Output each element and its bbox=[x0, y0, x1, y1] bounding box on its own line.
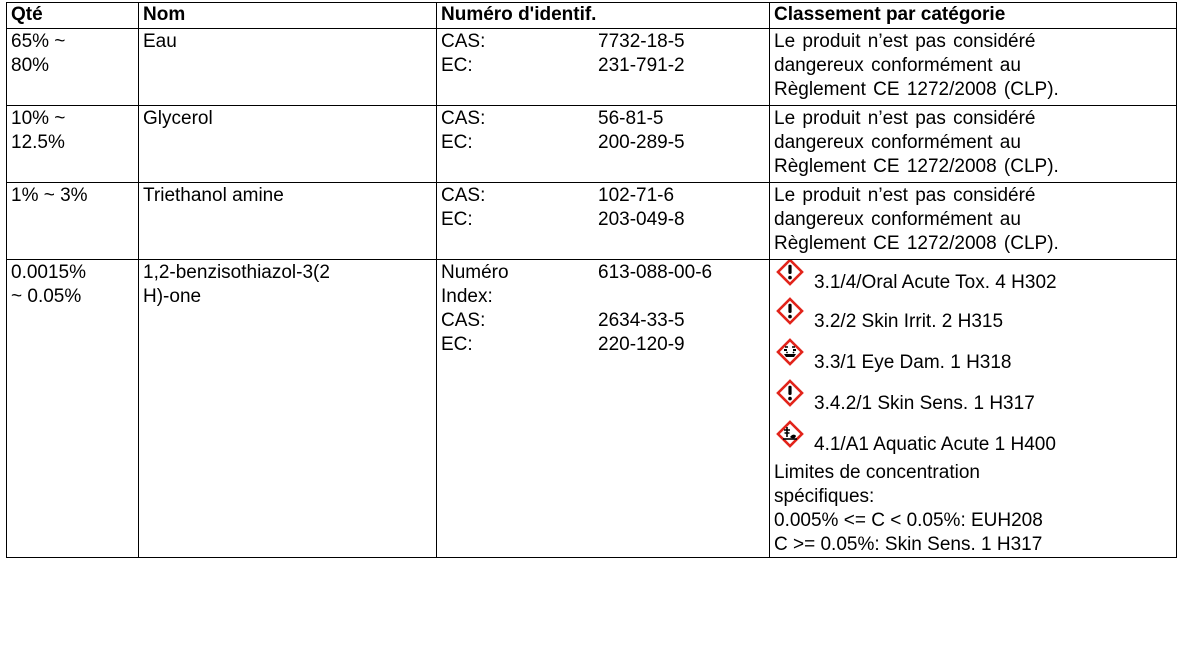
substance-name: Glycerol bbox=[143, 108, 213, 129]
qty-line: 10% ~ bbox=[11, 108, 66, 129]
qty-cell bbox=[7, 260, 139, 558]
qty-line: 80% bbox=[11, 55, 50, 76]
name-cell bbox=[139, 29, 437, 106]
table-row bbox=[7, 260, 1177, 558]
classification-line: dangereux conformément au bbox=[774, 132, 1021, 153]
hazard-list bbox=[774, 261, 1171, 461]
id-label: Numéro bbox=[441, 262, 509, 283]
qty-line: 65% ~ bbox=[11, 31, 66, 52]
concentration-line: C >= 0.05%: Skin Sens. 1 H317 bbox=[774, 534, 1043, 555]
classification-line: Règlement CE 1272/2008 (CLP). bbox=[774, 156, 1059, 177]
id-label: CAS: bbox=[441, 108, 486, 129]
table-row bbox=[7, 183, 1177, 260]
qty-line: 1% ~ 3% bbox=[11, 185, 88, 206]
id-label: EC: bbox=[441, 55, 473, 76]
hazard-code: 3.1/4/Oral Acute Tox. 4 H302 bbox=[814, 272, 1057, 293]
hazard-code: 3.3/1 Eye Dam. 1 H318 bbox=[814, 351, 1012, 373]
substance-name: 1,2-benzisothiazol-3(2 bbox=[143, 262, 330, 283]
hazard-code: 3.4.2/1 Skin Sens. 1 H317 bbox=[814, 392, 1035, 414]
id-label: CAS: bbox=[441, 310, 486, 331]
substance-name: H)-one bbox=[143, 286, 202, 307]
name-cell bbox=[139, 106, 437, 183]
concentration-limits bbox=[774, 461, 1171, 557]
id-value: 203-049-8 bbox=[598, 209, 685, 230]
id-value: 2634-33-5 bbox=[598, 310, 685, 331]
classification-line: Règlement CE 1272/2008 (CLP). bbox=[774, 233, 1059, 254]
qty-cell bbox=[7, 29, 139, 106]
classification-line: Le produit n’est pas considéré bbox=[774, 185, 1036, 206]
qty-cell bbox=[7, 183, 139, 260]
header-classification: Classement par catégorie bbox=[770, 3, 1177, 29]
id-value bbox=[598, 285, 764, 309]
table-row bbox=[7, 29, 1177, 106]
qty-cell bbox=[7, 106, 139, 183]
id-value: 7732-18-5 bbox=[598, 31, 685, 52]
ghs07-exclamation-icon bbox=[776, 379, 804, 407]
hazard-item bbox=[774, 297, 1171, 338]
id-value: 613-088-00-6 bbox=[598, 262, 713, 283]
ident-cell bbox=[437, 183, 770, 260]
classification-line: Règlement CE 1272/2008 (CLP). bbox=[774, 79, 1059, 100]
ident-cell bbox=[437, 29, 770, 106]
ghs05-corrosion-icon bbox=[776, 338, 804, 366]
header-row bbox=[7, 3, 1177, 29]
concentration-line: Limites de concentration bbox=[774, 462, 980, 483]
classification-line: dangereux conformément au bbox=[774, 209, 1021, 230]
id-label: EC: bbox=[441, 334, 473, 355]
ghs09-environment-icon bbox=[776, 420, 804, 448]
classification-cell bbox=[770, 106, 1177, 183]
concentration-line: spécifiques: bbox=[774, 486, 875, 507]
hazard-item bbox=[774, 420, 1171, 461]
hazard-item bbox=[774, 379, 1171, 420]
qty-line: 0.0015% bbox=[11, 262, 87, 283]
classification-line: dangereux conformément au bbox=[774, 55, 1021, 76]
id-label: EC: bbox=[441, 132, 473, 153]
id-value: 220-120-9 bbox=[598, 334, 685, 355]
ghs07-exclamation-icon bbox=[776, 297, 804, 325]
qty-line: 12.5% bbox=[11, 132, 65, 153]
classification-cell bbox=[770, 29, 1177, 106]
id-value: 200-289-5 bbox=[598, 132, 685, 153]
hazard-item bbox=[774, 261, 1171, 297]
qty-line: ~ 0.05% bbox=[11, 286, 82, 307]
concentration-line: 0.005% <= C < 0.05%: EUH208 bbox=[774, 510, 1043, 531]
ident-cell bbox=[437, 106, 770, 183]
header-qty: Qté bbox=[7, 3, 139, 29]
id-value: 231-791-2 bbox=[598, 55, 685, 76]
ghs07-exclamation-icon bbox=[776, 260, 804, 287]
hazard-code: 4.1/A1 Aquatic Acute 1 H400 bbox=[814, 433, 1056, 455]
id-label: EC: bbox=[441, 209, 473, 230]
classification-cell bbox=[770, 183, 1177, 260]
hazard-item bbox=[774, 338, 1171, 379]
header-name: Nom bbox=[139, 3, 437, 29]
table-row bbox=[7, 106, 1177, 183]
id-value: 102-71-6 bbox=[598, 185, 675, 206]
id-label: Index: bbox=[441, 286, 493, 307]
classification-line: Le produit n’est pas considéré bbox=[774, 31, 1036, 52]
id-label: CAS: bbox=[441, 31, 486, 52]
id-value: 56-81-5 bbox=[598, 108, 664, 129]
substance-name: Triethanol amine bbox=[143, 185, 284, 206]
name-cell bbox=[139, 183, 437, 260]
ident-cell bbox=[437, 260, 770, 558]
header-ident: Numéro d'identif. bbox=[437, 3, 770, 29]
composition-table bbox=[6, 2, 1177, 558]
name-cell bbox=[139, 260, 437, 558]
substance-name: Eau bbox=[143, 31, 177, 52]
hazard-code: 3.2/2 Skin Irrit. 2 H315 bbox=[814, 310, 1004, 332]
classification-line: Le produit n’est pas considéré bbox=[774, 108, 1036, 129]
classification-cell bbox=[770, 260, 1177, 558]
id-label: CAS: bbox=[441, 185, 486, 206]
